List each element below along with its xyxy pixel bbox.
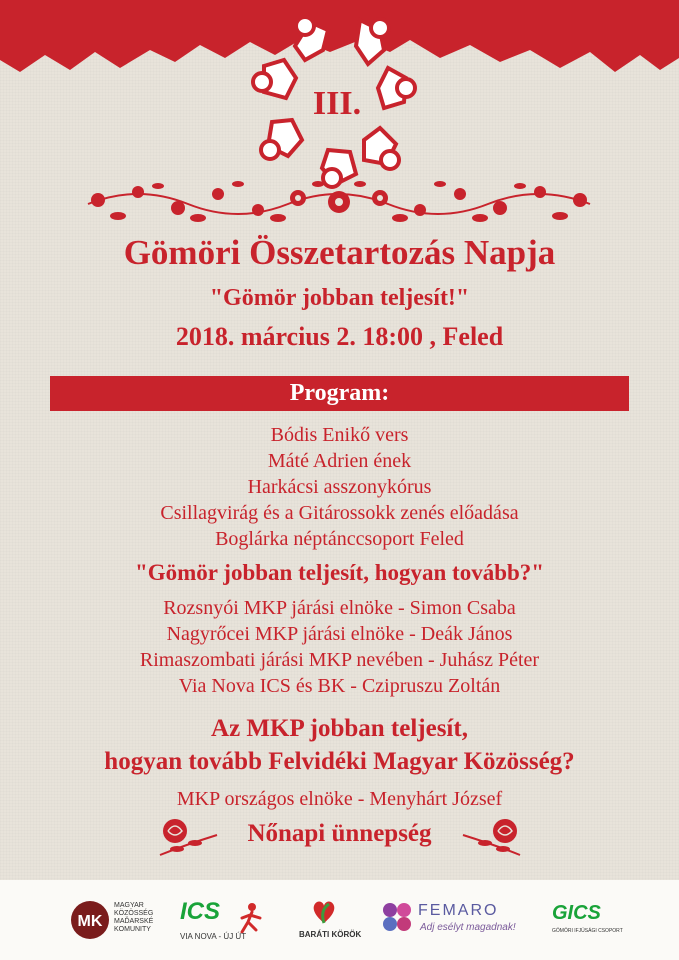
- program-header: Program:: [50, 376, 629, 411]
- program-item: Máté Adrien ének: [267, 450, 412, 472]
- sponsor-footer: [0, 880, 679, 960]
- barati-korok-logo: BARÁTI KÖRÖK: [295, 894, 355, 950]
- speaker-item: Rimaszombati járási MKP nevében - Juhász Péter: [139, 649, 540, 671]
- closing-event: Nőnapi ünnepség: [247, 820, 432, 847]
- panel2-title-line2: hogyan tovább Felvidéki Magyar Közösség?: [104, 748, 575, 775]
- gics-logo: GICS GÖMÖRI IFJÚSÁGI CSOPORT: [552, 902, 623, 934]
- program-item: Csillagvirág és a Gitárossokk zenés előadása: [160, 502, 519, 524]
- panel2-speakers: [0, 786, 679, 812]
- rose-icon: [455, 815, 525, 861]
- panel1-title: "Gömör jobban teljesít, hogyan tovább?": [134, 560, 545, 585]
- svg-text:MK: MK: [77, 913, 103, 930]
- panel2-title-line1: Az MKP jobban teljesít,: [211, 715, 468, 742]
- ics-logo: ICS VIA NOVA - ÚJ ÚT: [178, 894, 268, 950]
- heart-leaf-icon: [309, 896, 339, 926]
- mk-logo-icon: [70, 900, 110, 940]
- speaker-item: Via Nova ICS és BK - Czipruszu Zoltán: [178, 675, 501, 697]
- program-list: [0, 422, 679, 552]
- runner-icon: [238, 902, 264, 936]
- speaker-item: Nagyrőcei MKP járási elnöke - Deák János: [166, 623, 513, 645]
- butterfly-icon: [380, 900, 414, 934]
- program-item: Harkácsi asszonykórus: [247, 476, 432, 498]
- femaro-logo: FEMARO Adj esélyt magadnak!: [380, 894, 530, 950]
- event-title: Gömöri Összetartozás Napja: [123, 233, 556, 272]
- figures-emblem: [250, 10, 420, 190]
- program-item: Boglárka néptánccsoport Feled: [215, 528, 464, 550]
- program-item: Bódis Enikő vers: [270, 424, 409, 446]
- panel2-title: [0, 712, 679, 778]
- folk-ornament: [78, 178, 600, 230]
- event-slogan: "Gömör jobban teljesít!": [209, 285, 470, 311]
- panel1-speakers: [0, 595, 679, 699]
- mk-logo: MK MAGYAR KÖZÖSSÉG MAĎARSKÉ KOMUNITY: [70, 894, 180, 950]
- emblem-numeral: III.: [312, 85, 362, 122]
- event-date-place: 2018. március 2. 18:00 , Feled: [175, 322, 504, 351]
- speaker-item: Rozsnyói MKP járási elnöke - Simon Csaba: [163, 597, 516, 619]
- speaker-item: MKP országos elnöke - Menyhárt József: [176, 788, 503, 810]
